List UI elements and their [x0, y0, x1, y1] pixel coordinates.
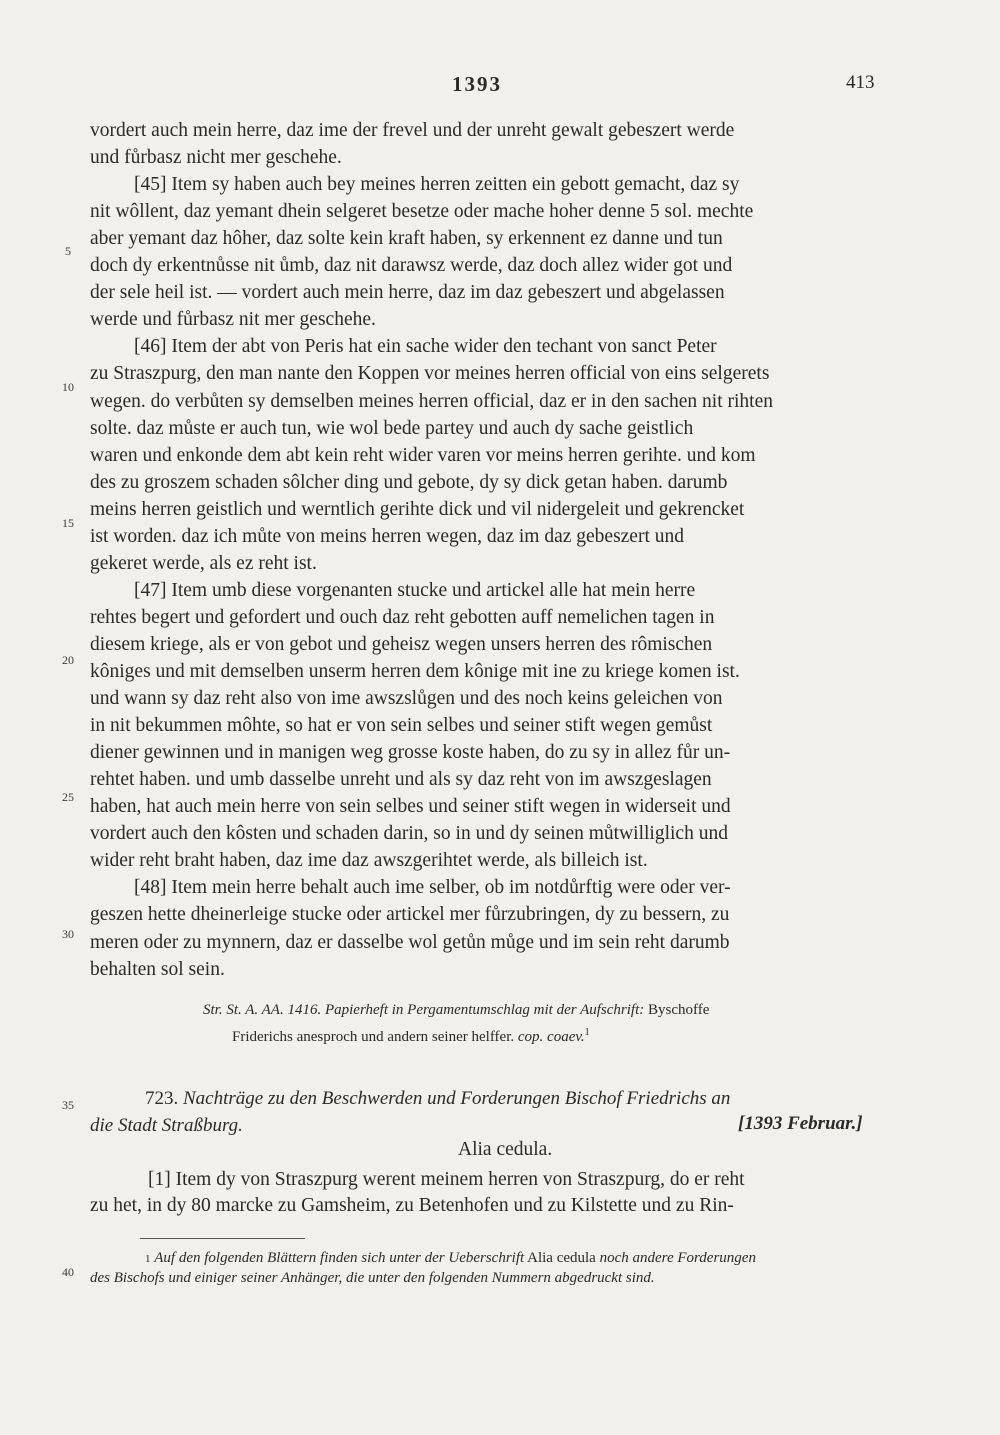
body-line: des zu groszem schaden sôlcher ding und gebote, dy sy dick getan haben. darumb	[90, 471, 728, 493]
line-number: 35	[62, 1098, 74, 1112]
body-line: [47] Item umb diese vorgenanten stucke und artickel alle hat mein herre	[134, 579, 696, 601]
body-line: diener gewinnen und in manigen weg grosse koste haben, do zu sy in allez fůr un-	[90, 742, 731, 764]
footnote-term: Alia cedula	[527, 1250, 596, 1266]
body-line: geszen hette dheinerleige stucke oder artickel mer fůrzubringen, dy zu bessern, zu	[90, 904, 730, 926]
source-note-inscription-cont: Friderichs anesproch und andern seiner helffer.	[232, 1029, 515, 1045]
entry-title-line-1	[145, 1088, 730, 1110]
body-line: zu Straszpurg, den man nante den Koppen vor meines herren official von eins selgerets	[90, 363, 770, 385]
body-line: gekeret werde, als ez reht ist.	[90, 552, 317, 574]
entry-number: 723.	[145, 1088, 179, 1109]
entry-text-line-2: zu het, in dy 80 marcke zu Gamsheim, zu Betenhofen und zu Kilstette und zu Rin-	[90, 1195, 734, 1216]
body-line: und fůrbasz nicht mer geschehe.	[90, 147, 342, 169]
entry-text-line-1: [1] Item dy von Straszpurg werent meinem herren von Straszpurg, do er reht	[148, 1169, 745, 1190]
body-line: vordert auch mein herre, daz ime der frevel und der unreht gewalt gebeszert werde	[90, 120, 735, 141]
source-note-line-1	[203, 1000, 709, 1020]
line-number: 25	[62, 790, 74, 804]
body-line: ist worden. daz ich můte von meins herren wegen, daz im daz gebeszert und	[90, 525, 684, 547]
body-line: rehtes begert und gefordert und ouch daz reht gebotten auff nemelichen tagen in	[90, 606, 715, 628]
line-number: 30	[62, 927, 74, 941]
body-line: kôniges und mit demselben unserm herren dem kônige mit ine zu kriege komen ist.	[90, 661, 740, 682]
line-number: 40	[62, 1265, 74, 1279]
body-line: diesem kriege, als er von gebot und geheisz wegen unsers herren des rômischen	[90, 633, 713, 655]
body-line: werde und fůrbasz nit mer geschehe.	[90, 309, 376, 331]
body-line: nit wôllent, daz yemant dhein selgeret besetze oder mache hoher denne 5 sol. mechte	[90, 201, 754, 223]
line-number: 20	[62, 653, 74, 667]
body-line: wegen. do verbůten sy demselben meines herren official, daz er in den sachen nit rihten	[90, 390, 773, 412]
source-note-citation: Str. St. A. AA. 1416. Papierheft in Pergamentumschlag mit der Aufschrift:	[203, 1002, 645, 1018]
body-line: behalten sol sein.	[90, 958, 225, 980]
body-line: der sele heil ist. — vordert auch mein herre, daz im daz gebeszert und abgelassen	[90, 282, 725, 304]
footnote-rule	[140, 1238, 305, 1239]
line-number: 10	[62, 380, 74, 394]
footnote-line-1	[145, 1248, 756, 1269]
body-line: vordert auch den kôsten und schaden darin, so in und dy seinen můtwilliglich und	[90, 823, 728, 845]
body-line: solte. daz můste er auch tun, wie wol bede partey und auch dy sache geistlich	[90, 417, 694, 439]
footnote-line-2: des Bischofs und einiger seiner Anhänger, die unter den folgenden Nummern abgedruckt sind.	[90, 1270, 655, 1286]
footnote-text-cont: noch andere Forderungen	[599, 1250, 756, 1266]
body-line: haben, hat auch mein herre von sein selbes und seiner stift wegen in widerseit und	[90, 796, 731, 818]
header-year: 1393	[452, 72, 502, 96]
entry-title-line-2: die Stadt Straßburg.	[90, 1115, 243, 1136]
body-line: in nit bekummen môhte, so hat er von sein selbes und seiner stift wegen gemůst	[90, 715, 713, 737]
body-line: [46] Item der abt von Peris hat ein sache wider den techant von sanct Peter	[134, 336, 717, 358]
body-line: waren und enkonde dem abt kein reht wider varen vor meins herren gerihte. und kom	[90, 444, 756, 466]
page-number: 413	[846, 72, 875, 93]
body-line: rehtet haben. und umb dasselbe unreht und als sy daz reht von im awszgeslagen	[90, 769, 712, 791]
body-line: und wann sy daz reht also von ime awszslůgen und des noch keins geleichen von	[90, 688, 723, 710]
footnote-text: Auf den folgenden Blättern finden sich unter der Ueberschrift	[154, 1250, 525, 1266]
body-line: [45] Item sy haben auch bey meines herren zeitten ein gebott gemacht, daz sy	[134, 174, 740, 196]
source-note-line-2	[232, 1023, 590, 1047]
body-line: wider reht braht haben, daz ime daz awszgerihtet werde, als billeich ist.	[90, 850, 648, 872]
body-line: [48] Item mein herre behalt auch ime selber, ob im notdůrftig were oder ver-	[134, 877, 731, 899]
footnote-marker: 1	[145, 1253, 151, 1265]
entry-title: Nachträge zu den Beschwerden und Forderungen Bischof Friedrichs an	[183, 1088, 731, 1109]
source-note-marker: 1	[584, 1027, 590, 1038]
source-note-inscription: Byschoffe	[647, 1002, 710, 1018]
entry-date: [1393 Februar.]	[738, 1113, 863, 1134]
body-line: aber yemant daz hôher, daz solte kein kraft haben, sy erkennent ez danne und tun	[90, 228, 723, 250]
body-line: meins herren geistlich und werntlich gerihte dick und vil nidergeleit und gekrencket	[90, 498, 745, 520]
entry-subheading: Alia cedula.	[458, 1139, 553, 1160]
line-number: 5	[65, 244, 71, 258]
body-line: doch dy erkentnůsse nit ůmb, daz nit darawsz werde, daz doch allez wider got und	[90, 255, 733, 277]
body-line: meren oder zu mynnern, daz er dasselbe wol getůn můge und im sein reht darumb	[90, 931, 730, 953]
source-note-copy: cop. coaev.	[517, 1029, 585, 1045]
line-number: 15	[62, 516, 74, 530]
